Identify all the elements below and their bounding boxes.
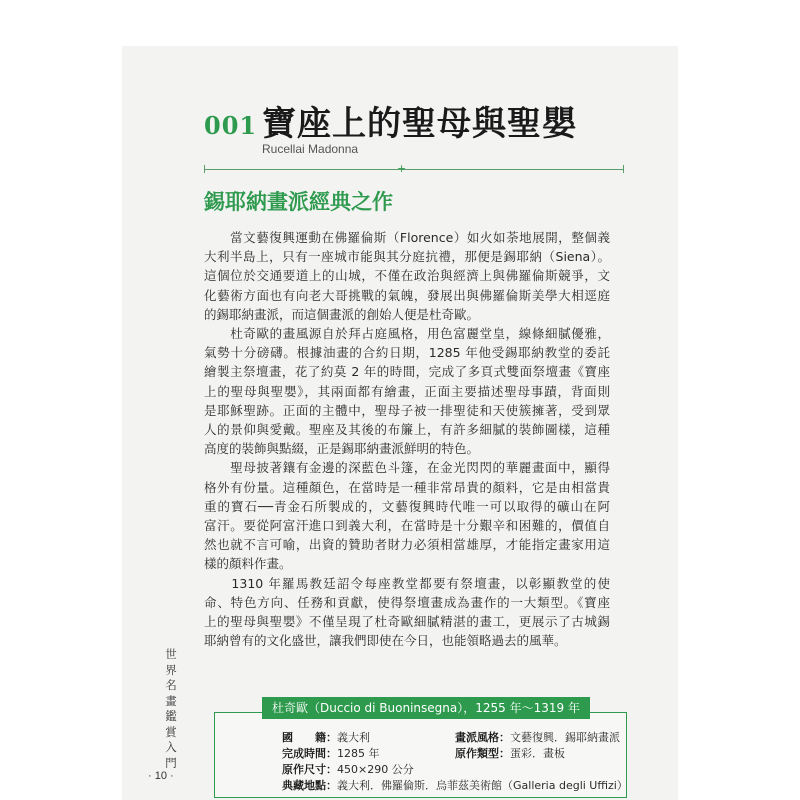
info-label: 畫派風格： xyxy=(455,731,510,744)
page-number: · 10 · xyxy=(148,770,174,782)
text-line: 當文藝復興運動在佛羅倫斯（Florence）如火如荼地展開，整個義 xyxy=(204,230,610,245)
paragraph-4 xyxy=(204,574,610,651)
sidebar-char: 畫 xyxy=(165,693,177,708)
body-text xyxy=(204,228,610,650)
info-value: 蛋彩．畫板 xyxy=(510,747,565,760)
text-line: 上的聖母與聖嬰》，其兩面都有繪畫，正面主要描述聖母事蹟，背面則 xyxy=(204,383,610,399)
info-value: 450×290 公分 xyxy=(337,763,414,776)
title-rule xyxy=(204,169,624,170)
info-nationality xyxy=(282,729,370,745)
rule-tick-right xyxy=(623,165,624,173)
sidebar-char: 鑑 xyxy=(165,709,177,723)
chapter-number: 001 xyxy=(204,111,258,140)
text-line: 繪製主祭壇畫，花了約莫 2 年的時間，完成了多頁式雙面祭壇畫《寶座 xyxy=(204,364,610,380)
sidebar-char: 名 xyxy=(165,678,177,692)
sidebar-char: 賞 xyxy=(165,724,177,739)
chapter-title: 寶座上的聖母與聖嬰 xyxy=(262,104,577,144)
text-line: 上的聖母與聖嬰》不僅呈現了杜奇歐細膩精湛的畫工，更展示了古城錫 xyxy=(204,614,610,630)
info-value: 義大利．佛羅倫斯．烏菲茲美術館（Galleria degli Uffizi） xyxy=(337,779,628,792)
text-line: 的錫耶納畫派，而這個畫派的創始人便是杜奇歐。 xyxy=(204,306,480,322)
sidebar-char: 門 xyxy=(165,755,177,770)
text-line: 大利半島上，只有一座城市能與其分庭抗禮，那便是錫耶納（Siena）。 xyxy=(204,249,610,265)
info-size xyxy=(282,761,414,777)
paragraph-1 xyxy=(204,228,610,324)
paragraph-2 xyxy=(204,324,610,458)
rule-ornament: + xyxy=(397,162,407,175)
text-line: 富汗。要從阿富汗進口到義大利，在當時是十分艱辛和困難的，價值自 xyxy=(204,518,610,534)
text-line: 耶納曾有的文化盛世，讓我們即使在今日，也能領略過去的風華。 xyxy=(204,633,567,649)
section-heading: 錫耶納畫派經典之作 xyxy=(204,189,393,214)
artist-banner: 杜奇歐（Duccio di Buoninsegna），1255 年～1319 年 xyxy=(262,697,590,719)
info-type xyxy=(455,745,565,761)
info-label: 國 籍： xyxy=(282,731,337,744)
text-line: 高度的裝飾與點綴，正是錫耶納畫派鮮明的特色。 xyxy=(204,441,480,457)
info-value: 1285 年 xyxy=(337,747,380,760)
info-year xyxy=(282,745,380,761)
sidebar-char: 界 xyxy=(165,662,177,677)
text-line: 樣的顏料作畫。 xyxy=(204,556,292,572)
rule-tick-left xyxy=(204,165,205,173)
sidebar-char: 世 xyxy=(165,647,177,661)
text-line: 化藝術方面也有向老大哥挑戰的氣魄，發展出與佛羅倫斯美學大相逕庭 xyxy=(204,287,610,303)
text-line: 命、特色方向、任務和貢獻，使得祭壇畫成為畫作的一大類型。《寶座 xyxy=(204,594,610,610)
info-label: 完成時間： xyxy=(282,747,337,760)
text-line: 重的寶石──青金石所製成的，文藝復興時代唯一可以取得的礦山在阿 xyxy=(204,498,610,514)
text-line: 然也就不言可喻，出資的贊助者財力必須相當雄厚，才能指定畫家用這 xyxy=(204,537,610,553)
text-line: 聖母披著鑲有金邊的深藍色斗篷，在金光閃閃的華麗畫面中，顯得 xyxy=(204,460,610,476)
info-location xyxy=(282,777,628,793)
text-line: 人的景仰與愛戴。聖座及其後的布簾上，有許多細膩的裝飾圖樣，這種 xyxy=(204,422,610,438)
book-title-vertical xyxy=(163,647,179,771)
info-label: 典藏地點： xyxy=(282,779,337,792)
paragraph-3 xyxy=(204,458,610,573)
chapter-subtitle: Rucellai Madonna xyxy=(262,142,359,156)
text-line: 是耶穌聖跡。正面的主體中，聖母子被一排聖徒和天使簇擁著，受到眾 xyxy=(204,402,610,418)
text-line: 1310 年羅馬教廷詔令每座教堂都要有祭壇畫，以彰顯教堂的使 xyxy=(204,575,610,591)
info-label: 原作尺寸： xyxy=(282,763,337,776)
info-value: 義大利 xyxy=(337,731,370,744)
text-line: 格外有份量。這種顏色，在當時是一種非常昂貴的顏料，它是由相當貴 xyxy=(204,479,610,495)
sidebar-char: 入 xyxy=(165,740,177,754)
info-value: 文藝復興．錫耶納畫派 xyxy=(510,731,620,744)
text-line: 杜奇歐的畫風源自於拜占庭風格，用色富麗堂皇，線條細膩優雅， xyxy=(204,326,610,342)
info-style xyxy=(455,729,620,745)
text-line: 這個位於交通要道上的山城，不僅在政治與經濟上與佛羅倫斯競爭，文 xyxy=(204,268,610,284)
text-line: 氣勢十分磅礴。根據油畫的合約日期，1285 年他受錫耶納教堂的委託 xyxy=(204,345,610,361)
info-label: 原作類型： xyxy=(455,747,510,760)
